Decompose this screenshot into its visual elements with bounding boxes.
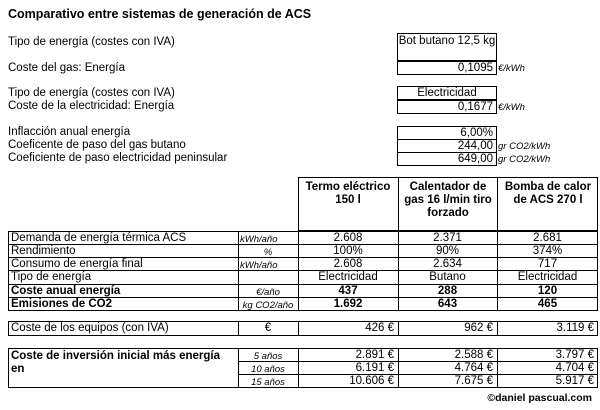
investment-15-termo: 10.606 € [349, 375, 394, 387]
input-value-energy-type-elec: Electricidad [397, 86, 497, 100]
equipment-cost-termo: 426 € [365, 322, 394, 334]
header-divider-2 [497, 177, 498, 231]
cell-tipo-termo: Electricidad [318, 271, 378, 283]
header-divider-1 [398, 177, 399, 231]
cell-rendimiento-termo: 100% [333, 245, 363, 257]
cell-emisiones-bomba: 465 [537, 298, 558, 310]
period-10: 10 años [251, 364, 285, 375]
row-label-rendimiento: Rendimiento [11, 245, 76, 257]
investment-5-bomba: 3.797 € [555, 349, 594, 361]
input-label-inflation: Inflacción anual energía [8, 126, 131, 138]
input-value-elec-cost: 0,1677 [397, 100, 497, 114]
cell-emisiones-calentador: 643 [437, 298, 458, 310]
input-label-gas-cost: Coste del gas: Energía [8, 62, 125, 74]
period-5: 5 años [253, 351, 283, 362]
input-unit-elec-coef: gr CO2/kWh [498, 154, 551, 165]
row-unit-coste-anual: €/año [256, 287, 280, 298]
input-unit-elec-cost: €/kWh [498, 102, 525, 113]
input-unit-gas-cost: €/kWh [498, 63, 525, 74]
row-label-consumo: Consumo de energía final [11, 258, 143, 270]
input-unit-butane-coef: gr CO2/kWh [498, 141, 551, 152]
column-header-bomba: Bomba de calor de ACS 270 l [504, 181, 592, 206]
input-value-gas-cost: 0,1095 [397, 61, 497, 75]
cell-consumo-termo: 2.608 [333, 258, 363, 270]
row-label-tipo-energia: Tipo de energía [11, 271, 92, 283]
cell-tipo-calentador: Butano [429, 271, 466, 283]
row-unit-emisiones: kg CO2/año [242, 300, 294, 311]
cell-coste-anual-termo: 437 [338, 285, 358, 297]
investment-15-bomba: 5.917 € [555, 375, 594, 387]
investment-15-calentador: 7.675 € [454, 375, 493, 387]
page-title: Comparativo entre sistemas de generación de ACS [8, 7, 312, 21]
investment-10-bomba: 4.704 € [555, 362, 594, 374]
input-label-elec-coef: Coeficiente de paso electricidad peninsular [8, 152, 228, 164]
investment-10-termo: 6.191 € [355, 362, 394, 374]
row-label-coste-anual: Coste anual energía [11, 285, 121, 297]
equipment-label: Coste de los equipos (con IVA) [11, 322, 169, 334]
row-label-demanda: Demanda de energía térmica ACS [11, 232, 187, 244]
cell-emisiones-termo: 1.692 [333, 298, 363, 310]
input-label-energy-type-elec: Tipo de energía (costes con IVA) [8, 87, 175, 99]
input-label-butane-coef: Coeficente de paso del gas butano [8, 139, 186, 151]
equipment-cost-bomba: 3.119 € [556, 322, 594, 334]
input-label-elec-cost: Coste de la electricidad: Energía [8, 100, 175, 112]
column-header-calentador: Calentador de gas 16 l/min tiro forzado [404, 181, 492, 219]
cell-demanda-calentador: 2.371 [433, 232, 462, 244]
input-label-energy-type-gas: Tipo de energía (costes con IVA) [8, 36, 175, 48]
column-header-termo: Termo eléctrico 150 l [305, 181, 391, 206]
row-unit-consumo: kWh/año [240, 260, 278, 271]
equipment-unit: € [264, 322, 272, 334]
row-label-emisiones: Emisiones de CO2 [11, 298, 112, 310]
investment-5-calentador: 2.588 € [454, 349, 493, 361]
investment-5-termo: 2.891 € [355, 349, 394, 361]
cell-coste-anual-calentador: 288 [437, 285, 458, 297]
input-value-energy-type-gas: Bot butano 12,5 kg [397, 33, 497, 61]
row-unit-demanda: kWh/año [240, 234, 278, 245]
cell-tipo-bomba: Electricidad [517, 271, 578, 283]
input-value-elec-coef: 649,00 [397, 152, 497, 166]
investment-label: Coste de inversión inicial más energía en [11, 350, 220, 375]
cell-consumo-bomba: 717 [537, 258, 558, 270]
investment-10-calentador: 4.764 € [454, 362, 493, 374]
cell-demanda-bomba: 2.681 [533, 232, 562, 244]
cell-coste-anual-bomba: 120 [537, 285, 558, 297]
equipment-cost-calentador: 962 € [464, 322, 493, 334]
cell-rendimiento-calentador: 90% [435, 245, 460, 257]
cell-demanda-termo: 2.608 [333, 232, 363, 244]
input-value-butane-coef: 244,00 [397, 139, 497, 153]
period-15: 15 años [251, 377, 285, 388]
cell-rendimiento-bomba: 374% [532, 245, 563, 257]
input-value-inflation: 6,00% [397, 126, 497, 140]
copyright-notice: ©daniel pascual.com [487, 392, 592, 404]
row-unit-rendimiento: % [263, 247, 273, 258]
cell-consumo-calentador: 2.634 [433, 258, 462, 270]
